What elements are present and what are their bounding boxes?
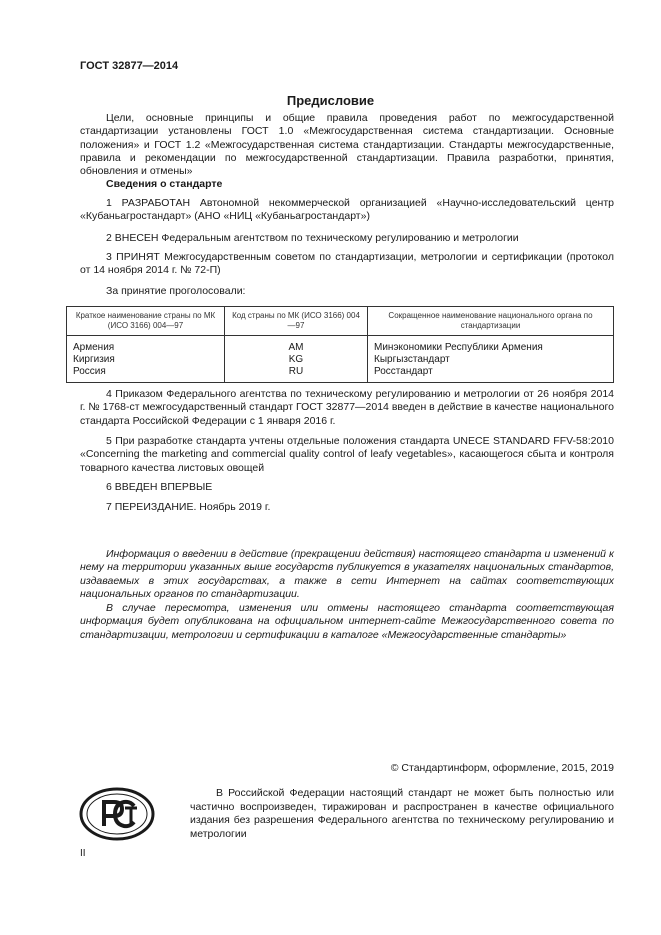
country-code: RU [288, 366, 304, 377]
column-header-country: Краткое наименование страны по МК (ИСО 3166) 004—97 [67, 307, 225, 336]
rights-notice: В Российской Федерации настоящий стандарт не может быть полностью или частично воспроизведен, тиражирован и распространен в качестве официального издания без разрешения Федерального агентства по техническому регулированию и метрологии [190, 787, 614, 840]
notice-paragraph-2: В случае пересмотра, изменения или отмены настоящего стандарта соответствующая информация будет опубликована на официальном интернет-сайте Межгосударственного совета по стандартизации, метрологии и сертификации в каталоге «Межгосударственные стандарты» [80, 602, 614, 641]
country-code: KG [288, 354, 304, 365]
country-name: Киргизия [73, 354, 115, 365]
item-1: 1 РАЗРАБОТАН Автономной некоммерческой организацией «Научно-исследовательский центр «Кубаньагростандарт» (АНО «НИЦ «Кубаньагростандарт») [80, 197, 614, 223]
table-header-row [67, 307, 614, 336]
standards-body: Росстандарт [374, 366, 433, 377]
standards-body: Минэкономики Республики Армения [374, 342, 543, 353]
item-4: 4 Приказом Федерального агентства по техническому регулированию и метрологии от 26 ноября 2014 г. № 1768-ст межгосударственный стандарт ГОСТ 32877—2014 введен в действие в качестве национального стандарта Российской Федерации с 1 января 2016 г. [80, 388, 614, 427]
voting-table [66, 306, 614, 383]
page-title: Предисловие [286, 93, 375, 108]
copyright-line: © Стандартинформ, оформление, 2015, 2019 [390, 762, 614, 774]
item-2: 2 ВНЕСЕН Федеральным агентством по техническому регулированию и метрологии [106, 232, 519, 244]
item-3: 3 ПРИНЯТ Межгосударственным советом по стандартизации, метрологии и сертификации (протокол от 14 ноября 2014 г. № 72-П) [80, 251, 614, 277]
document-code: ГОСТ 32877—2014 [80, 60, 179, 72]
intro-paragraph: Цели, основные принципы и общие правила проведения работ по межгосударственной стандартизации установлены ГОСТ 1.0 «Межгосударственная система стандартизации. Основные положения» и ГОСТ 1.2 «Межгосударственная система стандартизации. Стандарты межгосударственные, правила и рекомендации по межгосударственной стандартизации. Правила разработки, принятия, обновления и отмены» [80, 112, 614, 178]
item-5: 5 При разработке стандарта учтены отдельные положения стандарта UNECE STANDARD FFV-58:2010 «Concerning the marketing and commercial quality control of leafy vegetables», касающегося сбыта и контроля товарного качества листовых овощей [80, 435, 614, 474]
table-row [67, 336, 614, 383]
page-number: II [80, 848, 86, 859]
standards-body: Кыргызстандарт [374, 354, 450, 365]
body-cell [368, 336, 614, 383]
country-name: Россия [73, 366, 106, 377]
column-header-body: Сокращенное наименование национального органа по стандартизации [368, 307, 614, 336]
rst-certification-mark-icon [78, 786, 156, 842]
item-6: 6 ВВЕДЕН ВПЕРВЫЕ [106, 481, 213, 493]
code-cell [225, 336, 368, 383]
item-7: 7 ПЕРЕИЗДАНИЕ. Ноябрь 2019 г. [106, 501, 271, 513]
section-heading: Сведения о стандарте [106, 178, 223, 190]
country-code: AM [288, 342, 304, 353]
notice-paragraph-1: Информация о введении в действие (прекращении действия) настоящего стандарта и изменений к нему на территории указанных выше государств публикуется в указателях национальных стандартов, издаваемых в этих государствах, а также в сети Интернет на сайтах соответствующих национальных органов по стандартизации. [80, 548, 614, 600]
voted-label: За принятие проголосовали: [106, 285, 246, 297]
column-header-code: Код страны по МК (ИСО 3166) 004—97 [225, 307, 368, 336]
country-name: Армения [73, 342, 115, 353]
country-cell [67, 336, 225, 383]
